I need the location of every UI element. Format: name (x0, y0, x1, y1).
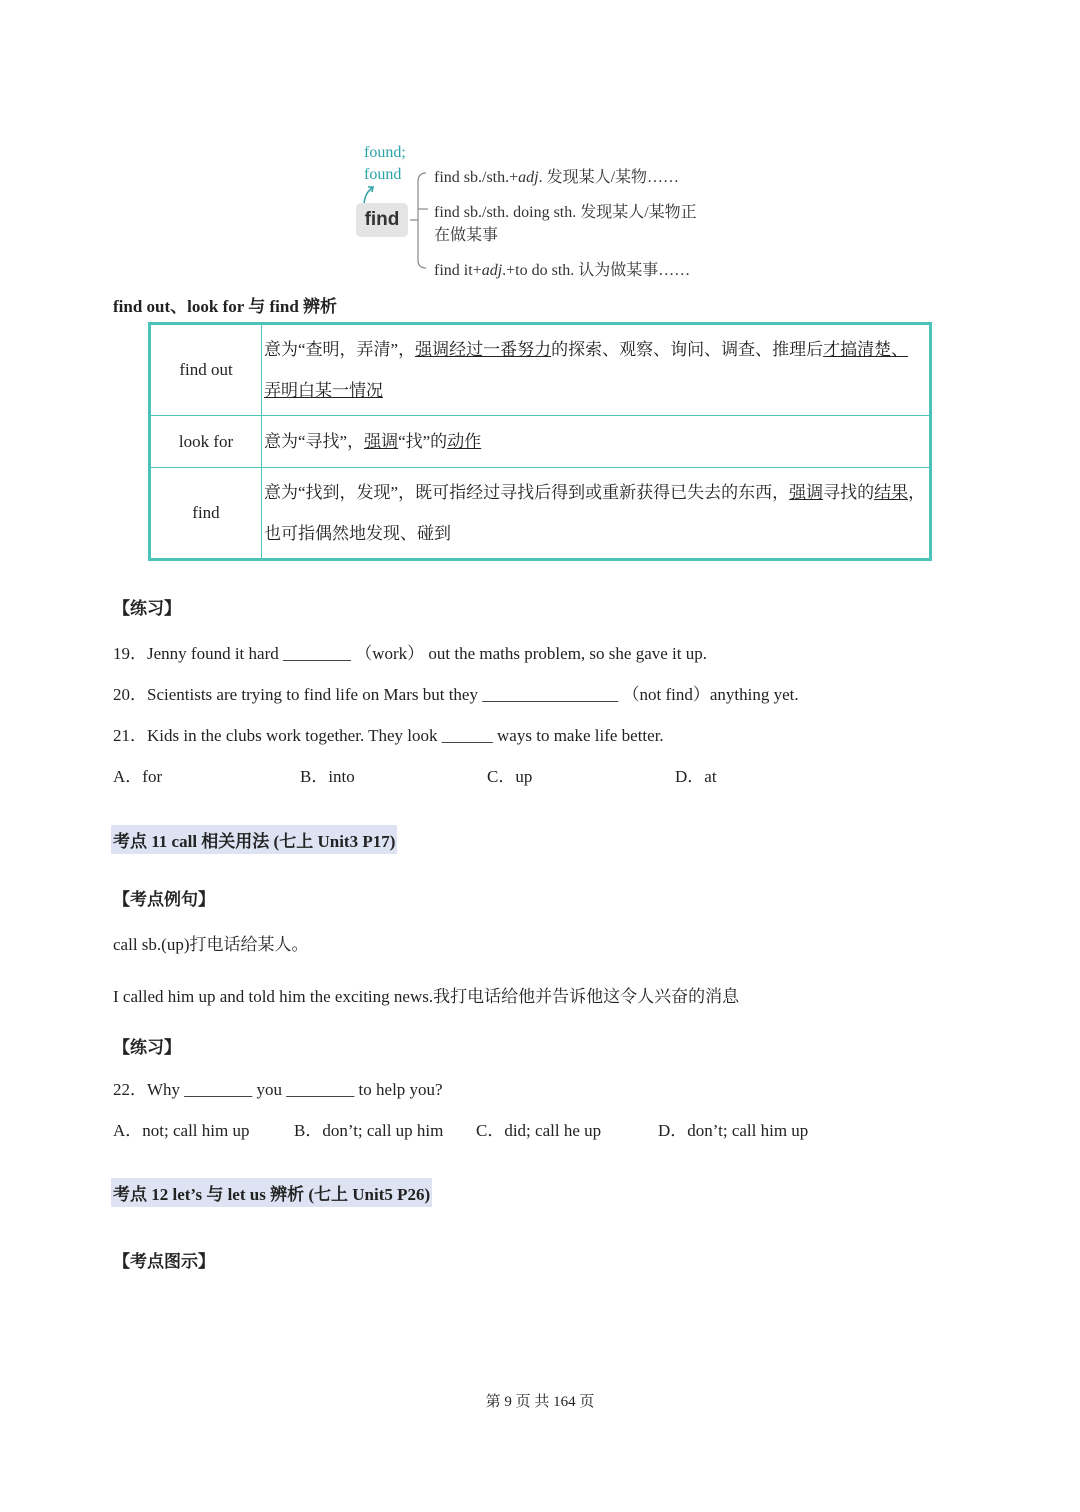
branch-2-line2: 在做某事 (434, 227, 499, 244)
desc-cell: 意为“找到，发现”，既可指经过寻找后得到或重新获得已失去的东西，强调寻找的结果，也可指偶然地发现、碰到 (262, 468, 931, 560)
section-11-title: 考点 11 call 相关用法 (七上 Unit3 P17) (111, 825, 397, 854)
practice-label-2: 【练习】 (113, 1038, 181, 1057)
desc-cell: 意为“查明，弄清”，强调经过一番努力的探索、观察、询问、调查、推理后才搞清楚、 弄明白某一情况 (262, 324, 931, 416)
table-row (150, 468, 931, 560)
example-pattern: call sb.(up)打电话给某人。 (113, 935, 309, 954)
q22-option-c: C．did; call he up (476, 1121, 602, 1140)
branch-2-line1: find sb./sth. doing sth. 发现某人/某物正 (434, 204, 697, 221)
q21-option-b: B．into (300, 767, 355, 786)
past-tense-label: found; (364, 144, 406, 161)
example-label: 【考点例句】 (113, 890, 215, 909)
q21-option-a: A．for (113, 767, 163, 786)
question-19: 19．Jenny found it hard ________ （work） out the maths problem, so she gave it up. (113, 644, 707, 663)
page-footer: 第 9 页 共 164 页 (485, 1394, 595, 1410)
term-cell: look for (150, 416, 262, 468)
comparison-table (148, 322, 932, 561)
figure-label: 【考点图示】 (113, 1252, 215, 1271)
q22-option-d: D．don’t; call him up (658, 1121, 809, 1140)
q22-option-b: B．don’t; call up him (294, 1121, 444, 1140)
question-20: 20．Scientists are trying to find life on Mars but they ________________ （not find）anything yet. (113, 685, 799, 704)
branch-1: find sb./sth.+adj. 发现某人/某物…… (434, 169, 680, 186)
compare-title: find out、look for 与 find 辨析 (113, 297, 338, 316)
table-row (150, 324, 931, 416)
find-root-box: find (356, 203, 408, 237)
question-21: 21．Kids in the clubs work together. They look ______ ways to make life better. (113, 726, 664, 745)
practice-label: 【练习】 (113, 599, 181, 618)
term-cell: find (150, 468, 262, 560)
section-12-title: 考点 12 let’s 与 let us 辨析 (七上 Unit5 P26) (111, 1178, 432, 1207)
desc-cell: 意为“寻找”，强调“找”的动作 (262, 416, 931, 468)
q21-option-c: C．up (487, 767, 533, 786)
branch-3: find it+adj.+to do sth. 认为做某事…… (434, 262, 691, 279)
table-row (150, 416, 931, 468)
term-cell: find out (150, 324, 262, 416)
example-sentence: I called him up and told him the exciting news.我打电话给他并告诉他这令人兴奋的消息 (113, 987, 740, 1006)
question-22: 22．Why ________ you ________ to help you? (113, 1080, 443, 1099)
q22-option-a: A．not; call him up (113, 1121, 250, 1140)
past-participle-label: found (364, 166, 402, 183)
q21-option-d: D．at (675, 767, 717, 786)
